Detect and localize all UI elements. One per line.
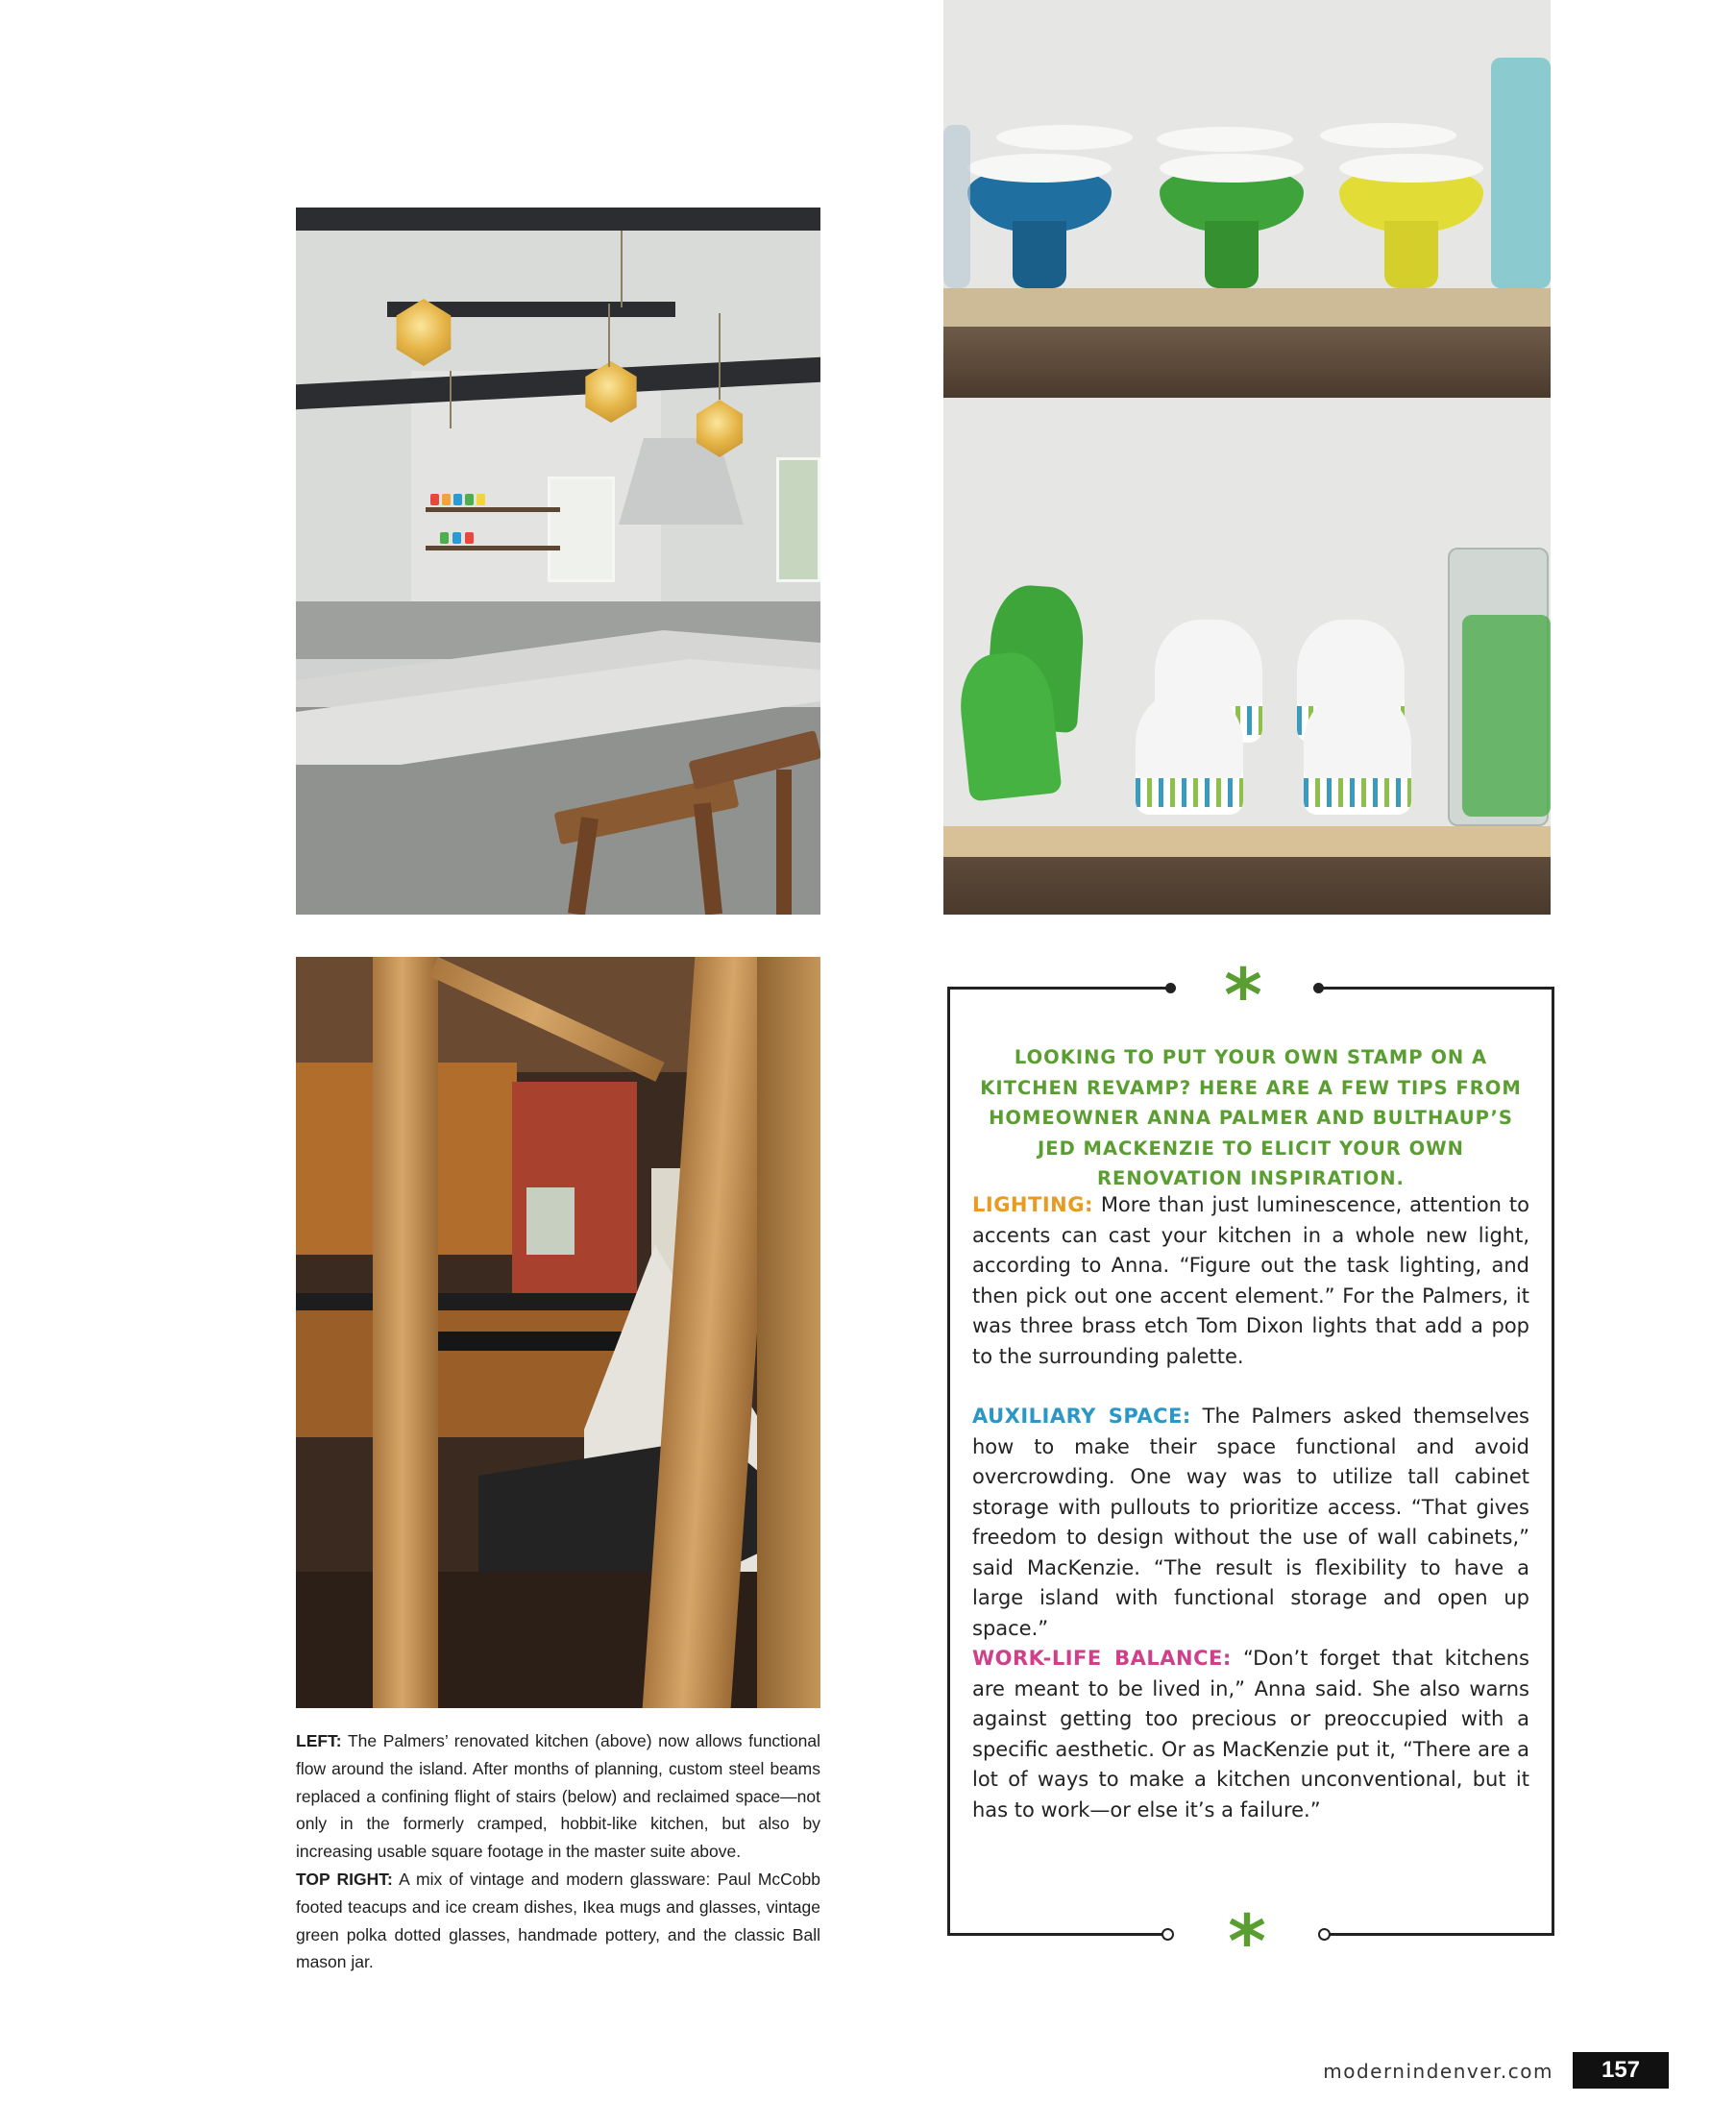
box-bottom-left-rule: [947, 1933, 1163, 1936]
kitchen-pendant-lights-photo: [296, 208, 820, 915]
caption-left-label: LEFT:: [296, 1731, 342, 1750]
tip-lighting-text: More than just luminescence, attention to accents can cast your kitchen in a whole new light, according to Anna. “Figure out the task lighting, and then pick out one accent element.” For the Palmers, it was three brass etch Tom Dixon lights that add a pop to the surrounding palette.: [972, 1193, 1529, 1368]
box-top-left-rule: [947, 987, 1169, 990]
tip-work-life-text: “Don’t forget that kitchens are meant to be lived in,” Anna said. She also warns against getting too precious or preoccupied with a specific aesthetic. Or as MacKenzie put it, “There are a lot of ways to make a kitchen unconventional, but it has to work—or else it’s a failure.”: [972, 1647, 1529, 1821]
site-url: modernindenver.com: [1323, 2060, 1553, 2083]
tip-auxiliary-space: [972, 1402, 1529, 1644]
photo-caption: [296, 1727, 820, 1976]
caption-right-label: TOP RIGHT:: [296, 1869, 393, 1889]
tips-intro: LOOKING TO PUT YOUR OWN STAMP ON A KITCHEN REVAMP? HERE ARE A FEW TIPS FROM HOMEOWNER ANNA PALMER AND BULTHAUP’S JED MACKENZIE TO ELICIT YOUR OWN RENOVATION INSPIRATION.: [980, 1046, 1522, 1189]
page-number: 157: [1573, 2052, 1669, 2089]
box-top-right-rule: [1320, 987, 1554, 990]
timber-posts-kitchen-photo: [296, 957, 820, 1708]
box-bottom-left-ring: [1161, 1928, 1174, 1941]
tip-lighting-heading: LIGHTING:: [972, 1193, 1093, 1216]
tip-work-life-balance: [972, 1644, 1529, 1825]
box-bottom-right-rule: [1330, 1933, 1554, 1936]
top-asterisk-icon: *: [1224, 952, 1262, 1038]
bottom-asterisk-icon: *: [1228, 1898, 1266, 1984]
tip-lighting: [972, 1190, 1529, 1372]
caption-right-text: A mix of vintage and modern glassware: Paul McCobb footed teacups and ice cream dishes, Ikea mugs and glasses, vintage green polka dotted glasses, handmade pottery, and the classic Ball mason jar.: [296, 1869, 820, 1972]
tip-auxiliary-heading: AUXILIARY SPACE:: [972, 1405, 1191, 1428]
caption-left-text: The Palmers’ renovated kitchen (above) now allows functional flow around the island. After months of planning, custom steel beams replaced a confining flight of stairs (below) and reclaimed space—not only in the formerly cramped, hobbit-like kitchen, but also by increasing usable square footage in the master suite above.: [296, 1731, 821, 1862]
tip-work-life-heading: WORK-LIFE BALANCE:: [972, 1647, 1232, 1670]
tip-auxiliary-text: The Palmers asked themselves how to make their space functional and avoid overcrowding. One way was to utilize tall cabinet storage with pullouts to prioritize access. “That gives freedom to design without the use of wall cabinets,” said MacKenzie. “The result is flexibility to have a large island with functional storage and open up space.”: [972, 1405, 1529, 1640]
glassware-shelves-photo: [943, 0, 1551, 915]
box-top-left-dot: [1165, 983, 1176, 993]
